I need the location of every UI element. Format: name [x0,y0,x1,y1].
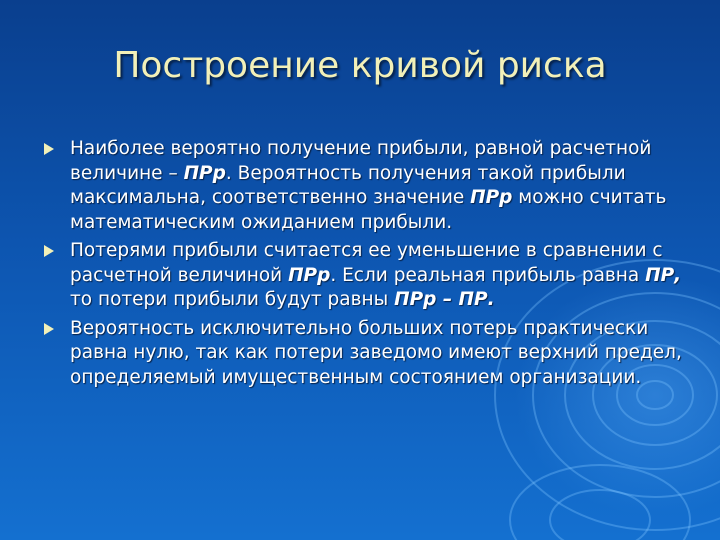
term-expected-profit: ПРр [183,162,226,184]
bullet-text-part: Потерями прибыли считается ее уменьшение в сравнении с расчетной величиной [70,240,663,286]
bullet-item [44,317,684,391]
term-actual-profit: ПР, [645,264,682,286]
bullet-text-part: Наиболее вероятно получение прибыли, равной расчетной величине – [70,138,652,184]
bullet-text-part: . Вероятность получения такой прибыли максимальна, соответственно значение [70,162,626,208]
arrow-bullet-icon [44,323,54,335]
bullet-text-part: то потери прибыли будут равны [70,289,395,310]
bullet-text-part: Вероятность исключительно больших потерь практически равна нулю, так как потери заведомо имеют верхний предел, определяемый имущественным состоянием организации. [70,317,682,388]
arrow-bullet-icon [44,245,54,257]
bullet-text-part: можно считать математическим ожиданием прибыли. [70,187,667,233]
bullet-text-part: . Если реальная прибыль равна [330,264,646,286]
term-expected-profit: ПРр [470,187,513,208]
bullet-item [44,137,684,235]
term-expected-profit: ПРр [288,264,331,286]
bullet-list [44,137,684,394]
slide-title: Построение кривой риска [113,45,607,86]
arrow-bullet-icon [44,143,54,155]
bullet-item [44,239,684,313]
term-profit-loss-formula: ПРр – ПР. [394,289,495,310]
